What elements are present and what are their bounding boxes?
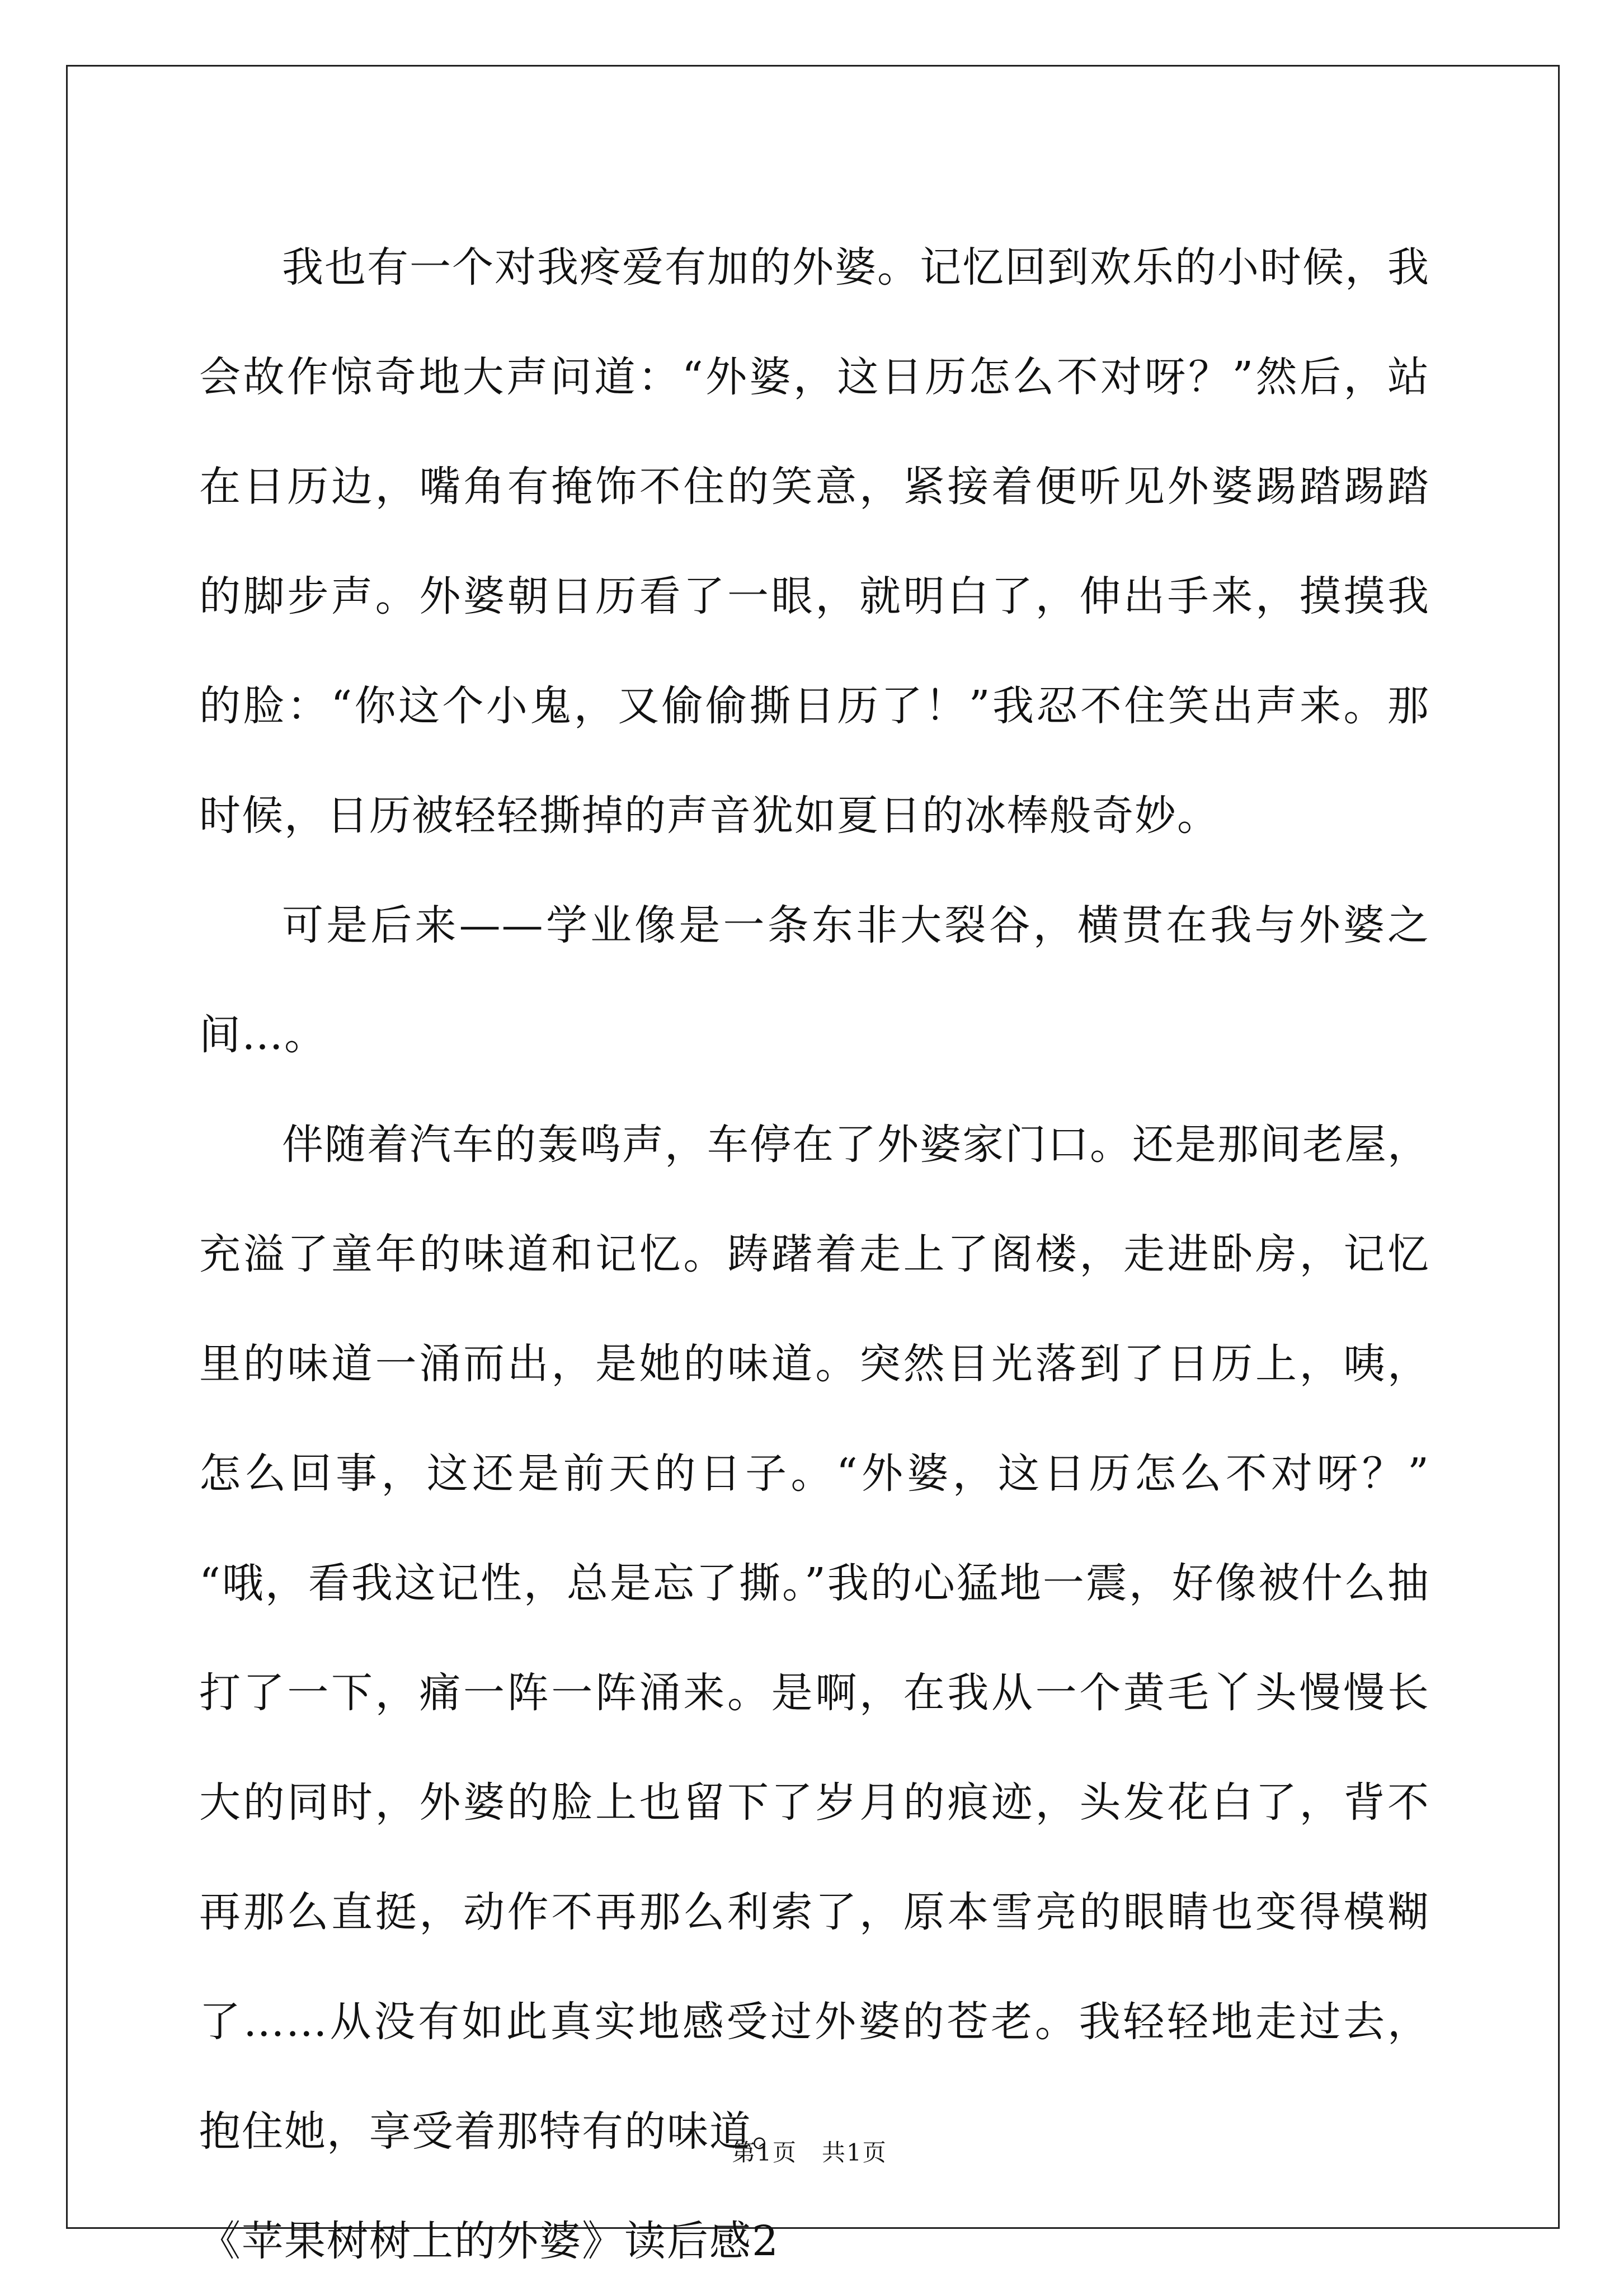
page-footer: 第1页 共1页 xyxy=(732,2139,887,2166)
paragraph-2: 可是后来——学业像是一条东非大裂谷，横贯在我与外婆之间…。 xyxy=(199,901,1430,1059)
paragraph-3: 伴随着汽车的轰鸣声，车停在了外婆家门口。还是那间老屋，充溢了童年的味道和记忆。踌躇着走上了阁楼，走进卧房，记忆里的味道一涌而出，是她的味道。突然目光落到了日历上，咦，怎么回事，这还是前天的日子。“外婆，这日历怎么不对呀？” “哦，看我这记性，总是忘了撕。”我的心猛地一震，好像被什么抽打了一下，痛一阵一阵涌来。是啊，在我从一个黄毛丫头慢慢长大的同时，外婆的脸上也留下了岁月的痕迹，头发花白了，背不再那么直挺，动作不再那么利索了，原本雪亮的眼睛也变得模糊了……从没有如此真实地感受过外婆的苍老。我轻轻地走过去，抱住她，享受着那特有的味道。 xyxy=(199,1121,1430,2156)
section-heading: 《苹果树树上的外婆》读后感2 xyxy=(199,2217,780,2265)
document-body xyxy=(199,213,1430,2296)
paragraph-1: 我也有一个对我疼爱有加的外婆。记忆回到欢乐的小时候，我会故作惊奇地大声问道：“外婆，这日历怎么不对呀？”然后，站在日历边，嘴角有掩饰不住的笑意，紧接着便听见外婆踢踏踢踏的脚步声。外婆朝日历看了一眼，就明白了，伸出手来，摸摸我的脸：“你这个小鬼，又偷偷撕日历了！”我忍不住笑出声来。那时候，日历被轻轻撕掉的声音犹如夏日的冰棒般奇妙。 xyxy=(199,243,1430,840)
